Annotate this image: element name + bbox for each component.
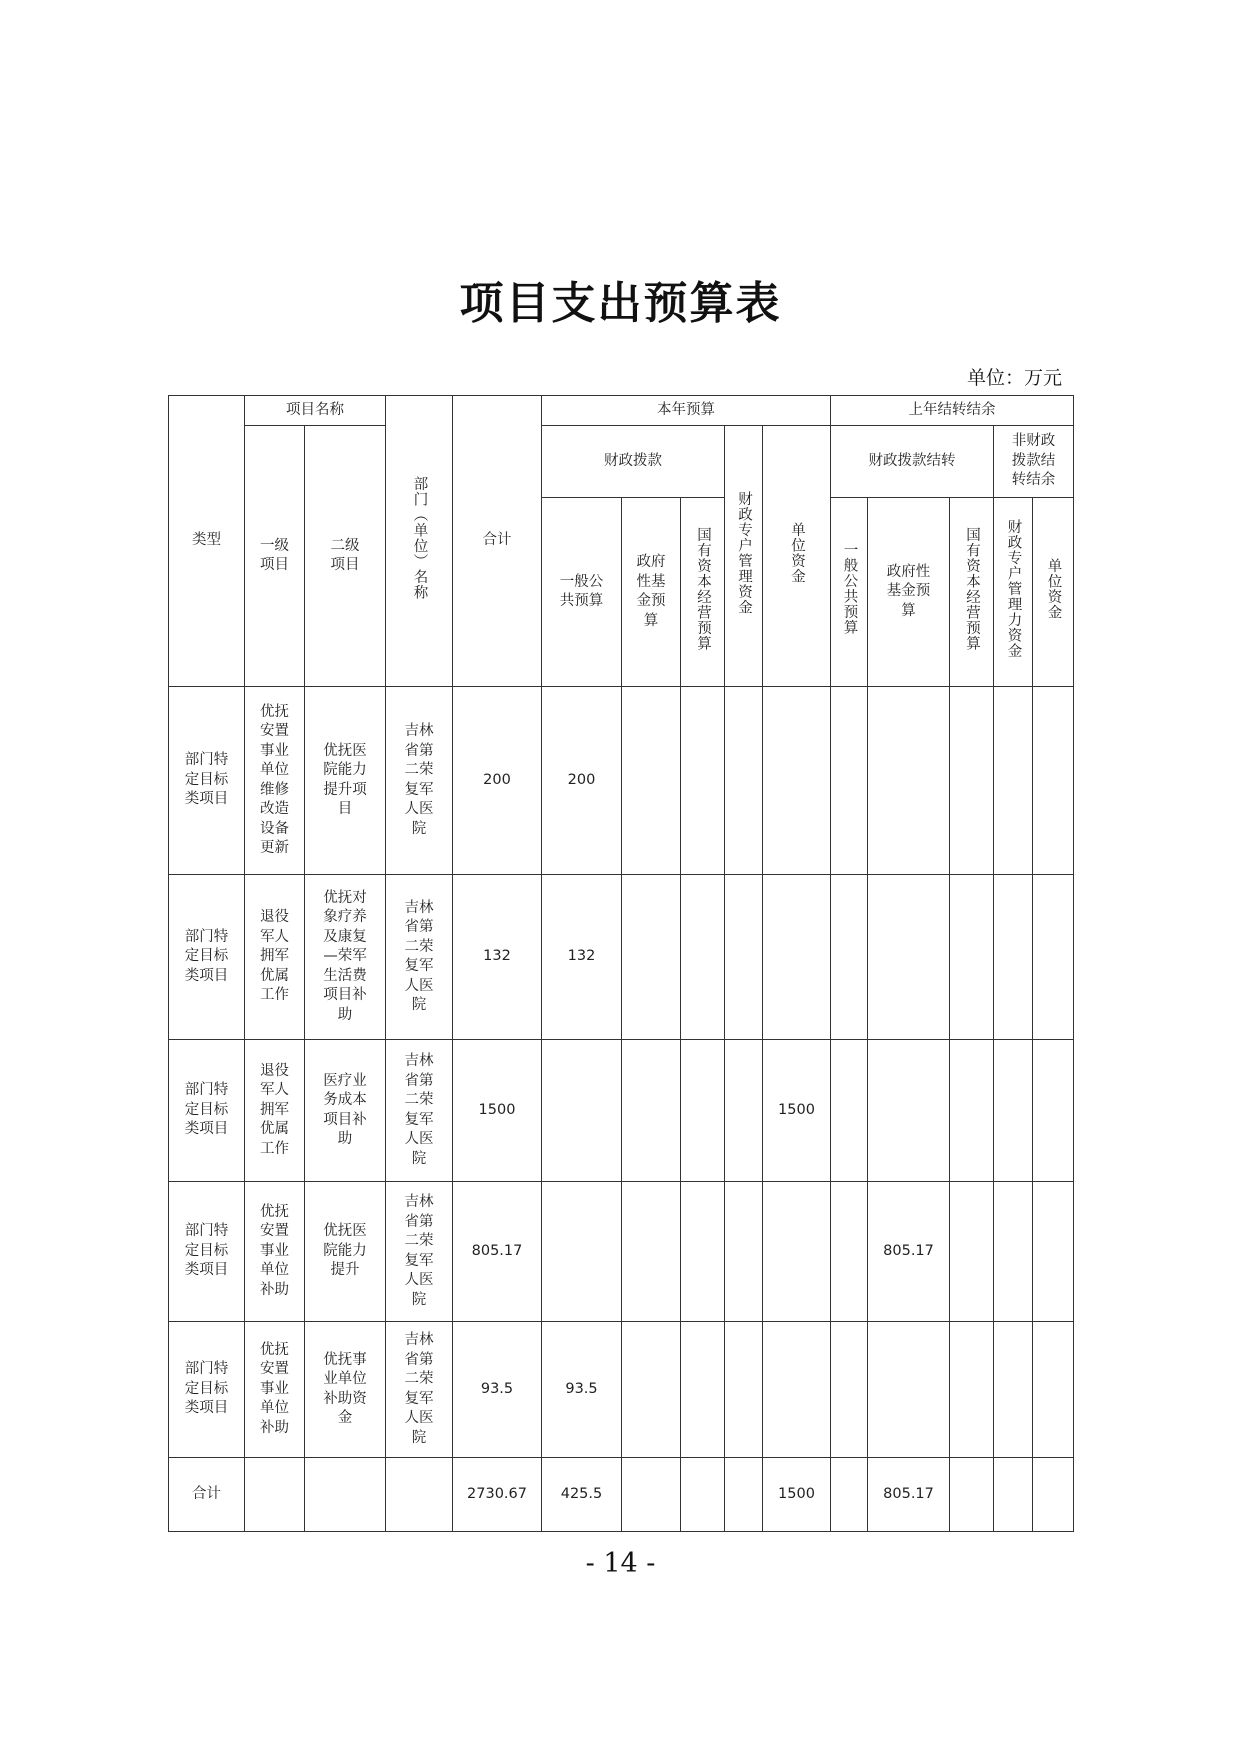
header-dept: 部门（单位）名称 <box>386 396 453 687</box>
header-unit-funds: 单位资金 <box>763 426 831 687</box>
header-row-1 <box>169 396 1074 426</box>
header-type: 类型 <box>169 396 245 687</box>
table-row: 部门特定目标类项目 退役军人拥军优属工作 优抚对象疗养及康复—荣军生活费项目补助 吉林省第二荣复军人医院 132 132 <box>169 875 1074 1040</box>
table-row: 部门特定目标类项目 优抚安置事业单位补助 优抚事业单位补助资金 吉林省第二荣复军人医院 93.5 93.5 <box>169 1322 1074 1458</box>
header-level2: 二级项目 <box>305 426 386 687</box>
header-general-public: 一般公共预算 <box>542 498 622 687</box>
unit-label: 单位：万元 <box>966 367 1062 389</box>
header-prior-year: 上年结转结余 <box>831 396 1074 426</box>
header-py-special-account: 财政专户管理力资金 <box>994 498 1033 687</box>
header-project-name: 项目名称 <box>245 396 386 426</box>
header-py-gov-fund: 政府性基金预算 <box>868 498 950 687</box>
header-fiscal-appropriation: 财政拨款 <box>542 426 725 498</box>
totals-label: 合计 <box>169 1458 245 1532</box>
header-gov-fund: 政府性基金预算 <box>622 498 681 687</box>
table-row: 部门特定目标类项目 退役军人拥军优属工作 医疗业务成本项目补助 吉林省第二荣复军人医院 1500 1500 <box>169 1040 1074 1182</box>
totals-row: 合计 2730.67 425.5 1500 805.17 <box>169 1458 1074 1532</box>
header-level1: 一级项目 <box>245 426 305 687</box>
header-nonfiscal-carryover: 非财政拨款结转结余 <box>994 426 1074 498</box>
table-row: 部门特定目标类项目 优抚安置事业单位补助 优抚医院能力提升 吉林省第二荣复军人医院 805.17 805.17 <box>169 1182 1074 1322</box>
header-py-unit-funds: 单位资金 <box>1033 498 1074 687</box>
header-fiscal-carryover: 财政拨款结转 <box>831 426 994 498</box>
page-title: 项目支出预算表 <box>459 278 782 329</box>
grand-total: 2730.67 <box>453 1458 542 1532</box>
page-number: - 14 - <box>585 1548 656 1579</box>
header-py-state-capital: 国有资本经营预算 <box>950 498 994 687</box>
header-state-capital: 国有资本经营预算 <box>681 498 725 687</box>
header-special-account: 财政专户管理资金 <box>725 426 763 687</box>
header-total: 合计 <box>453 396 542 687</box>
project-expenditure-budget-table <box>168 395 1074 1532</box>
header-row-2 <box>169 426 1074 498</box>
header-py-general-public: 一般公共预算 <box>831 498 868 687</box>
header-current-year: 本年预算 <box>542 396 831 426</box>
table-row: 部门特定目标类项目 优抚安置事业单位维修改造设备更新 优抚医院能力提升项目 吉林省第二荣复军人医院 200 200 <box>169 687 1074 875</box>
